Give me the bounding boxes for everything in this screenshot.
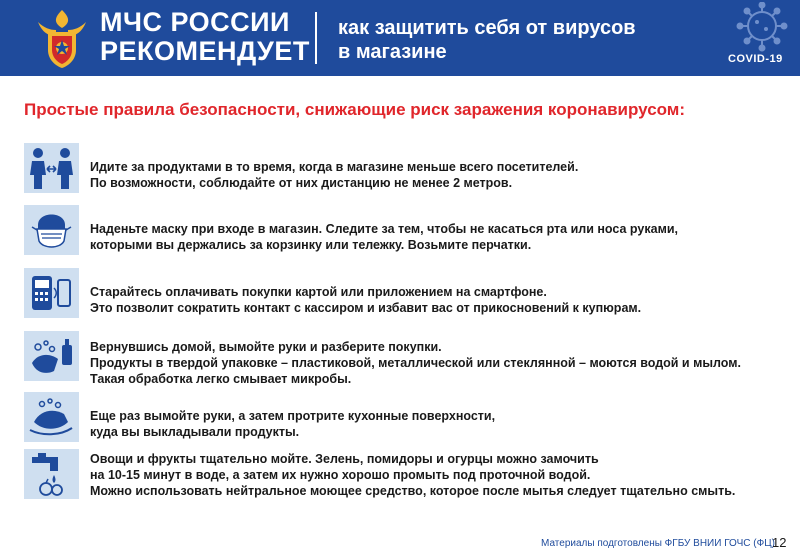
header-subtitle [338,16,636,64]
rule-line: Вернувшись домой, вымойте руки и разберите покупки. [90,340,442,354]
rule-text [90,451,790,499]
hand-washing-icon [24,331,79,381]
subtitle-line-1: как защитить себя от вирусов [338,17,636,39]
rule-text [90,339,790,387]
rule-line: которыми вы держались за корзинку или тележку. Возьмите перчатки. [90,238,532,252]
rule-line: Это позволит сократить контакт с кассиром и избавит вас от прикосновений к купюрам. [90,301,642,315]
header-divider [315,12,317,64]
face-mask-icon [24,205,79,255]
footer-credit: Материалы подготовлены ФГБУ ВНИИ ГОЧС (ФЦ) [541,538,775,549]
rule-line: Еще раз вымойте руки, а затем протрите кухонные поверхности, [90,409,496,423]
page-number: 12 [772,535,787,550]
rule-line: Такая обработка легко смывает микробы. [90,372,352,386]
surface-wiping-icon [24,392,79,442]
rule-line: Старайтесь оплачивать покупки картой или приложением на смартфоне. [90,285,547,299]
covid-label: COVID-19 [728,53,783,65]
brand-title [100,8,310,66]
social-distance-icon [24,143,79,193]
rule-line: По возможности, соблюдайте от них дистанцию не менее 2 метров. [90,176,513,190]
rule-line: куда вы выкладывали продукты. [90,425,300,439]
coronavirus-icon [722,2,796,54]
rule-line: на 10-15 минут в воде, а затем их нужно хорошо промыть под проточной водой. [90,468,591,482]
rule-text [90,159,790,191]
rule-text [90,408,790,440]
rule-text [90,284,790,316]
brand-line-1: МЧС РОССИИ [100,7,290,37]
rule-line: Продукты в твердой упаковке – пластиковой, металлической или стеклянной – моются водой и мылом. [90,356,741,370]
brand-line-2: РЕКОМЕНДУЕТ [100,36,310,66]
headline: Простые правила безопасности, снижающие риск заражения коронавирусом: [24,100,686,119]
faucet-vegetables-icon [24,449,79,499]
header-banner [0,0,800,76]
rule-text [90,221,790,253]
rule-line: Идите за продуктами в то время, когда в магазине меньше всего посетителей. [90,160,579,174]
rule-line: Овощи и фрукты тщательно мойте. Зелень, помидоры и огурцы можно замочить [90,452,599,466]
rule-line: Наденьте маску при входе в магазин. Следите за тем, чтобы не касаться рта или носа руками, [90,222,678,236]
card-payment-icon [24,268,79,318]
mchs-emblem-icon [34,6,90,70]
rule-line: Можно использовать нейтральное моющее средство, которое после мытья следует тщательно смыть. [90,484,736,498]
subtitle-line-2: в магазине [338,41,447,63]
